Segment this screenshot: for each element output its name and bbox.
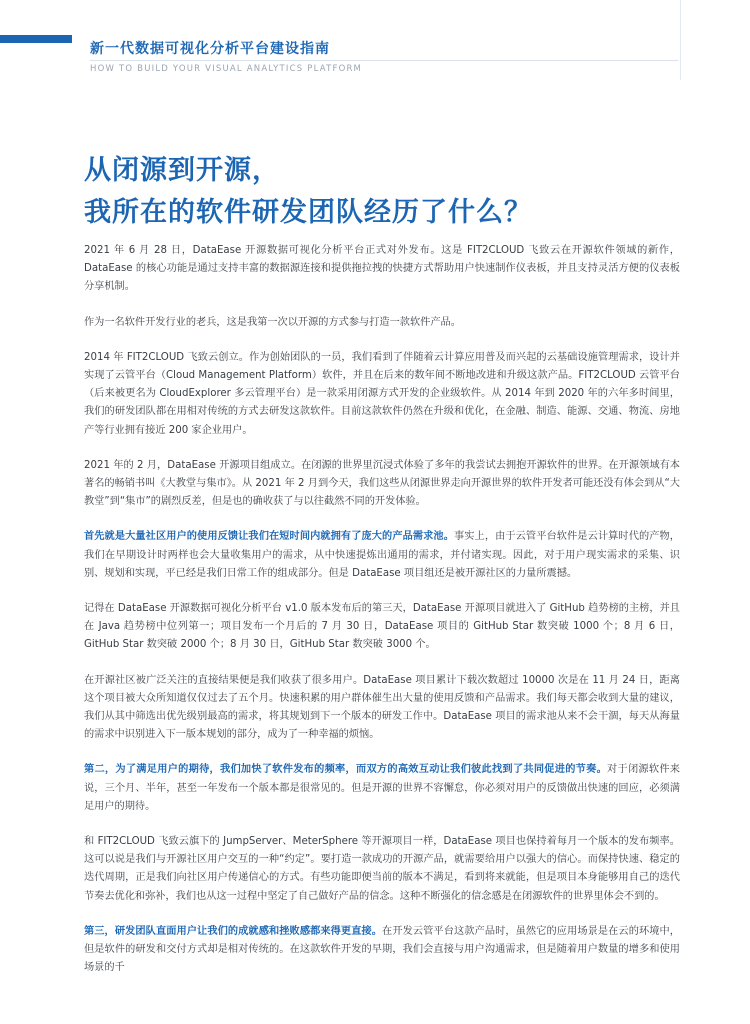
paragraph-8-text: 对于闭源软件来说，三个月、半年，甚至一年发布一个版本都是很常见的。但是开源的世界不容懈怠，你必须对用户的反馈做出快速的回应，必须满足用户的期待。 [84, 764, 680, 812]
paragraph-1: 2021 年 6 月 28 日，DataEase 开源数据可视化分析平台正式对外发布。这是 FIT2CLOUD 飞致云在开源软件领域的新作，DataEase 的核心功能是通过支持丰富的数据源连接和提供拖拉拽的快捷方式帮助用户快速制作仪表板，并且支持灵活方便的仪表板分享机制。 [84, 245, 680, 293]
article-title [84, 150, 684, 234]
header-divider [90, 60, 678, 61]
paragraph-4: 2021 年的 2 月，DataEase 开源项目组成立。在闭源的世界里沉浸式体验了多年的我尝试去拥抱开源软件的世界。在开源领域有本著名的畅销书叫《大教堂与集市》。从 2021 年 2 月到今天，我们这些从闭源世界走向开源世界的软件开发者可能还没有体会到从“大教堂”到“集市”的剧烈反差，但是也的确收获了与以往截然不同的开发体验。 [84, 459, 680, 508]
paragraph-10-highlight: 第三，研发团队直面用户让我们的成就感和挫败感都来得更直接。 [84, 925, 383, 937]
header-corner-block [680, 0, 750, 80]
article-body [84, 242, 680, 995]
paragraph-5-highlight: 首先就是大量社区用户的使用反馈让我们在短时间内就拥有了庞大的产品需求池。 [84, 531, 454, 543]
paragraph-5 [84, 528, 680, 583]
page-header [0, 0, 750, 80]
paragraph-6: 记得在 DataEase 开源数据可视化分析平台 v1.0 版本发布后的第三天，DataEase 开源项目就进入了 GitHub 趋势榜的主榜，并且在 Java 趋势榜中位列第一；项目发布一个月后的 7 月 30 日，DataEase 项目的 GitHub Star 数突破 1000 个；8 月 6 日，GitHub Star 数突破 2000 个；8 月 30 日，GitHub Star 数突破 3000 个。 [84, 603, 680, 651]
paragraph-10-text: 在开发云管平台这款产品时，虽然它的应用场景是在云的环境中，但是软件的研发和交付方式却是相对传统的。在这款软件开发的早期，我们会直接与用户沟通需求，但是随着用户数量的增多和使用场景的千 [84, 925, 680, 974]
paragraph-10 [84, 923, 680, 978]
paragraph-3: 2014 年 FIT2CLOUD 飞致云创立。作为创始团队的一员，我们看到了伴随着云计算应用普及而兴起的云基础设施管理需求，设计并实现了云管平台（Cloud Management Platform）软件，并且在后来的数年间不断地改进和升级这款产品。FIT2CLOUD 云管平台（后来被更名为 CloudExplorer 多云管理平台）是一款采用闭源方式开发的企业级软件。从 2014 年到 2020 年的六年多时间里，我们的研发团队都在用相对传统的方式去研发这款软件。目前这款软件仍然在升级和优化，在金融、制造、能源、交通、物流、房地产等行业拥有接近 200 家企业用户。 [84, 351, 680, 436]
paragraph-9: 和 FIT2CLOUD 飞致云旗下的 JumpServer、MeterSphere 等开源项目一样，DataEase 项目也保持着每月一个版本的发布频率。这可以说是我们与开源社区用户交互的一种“约定”。要打造一款成功的开源产品，就需要给用户以强大的信心。而保持快速、稳定的迭代周期，正是我们向社区用户传递信心的方式。有些功能即便当前的版本不满足，看到将来就能，但是项目本身能够用自己的迭代节奏去优化和弥补，我们也从这一过程中坚定了自己做好产品的信念。这种不断强化的信念感是在闭源软件的世界里体会不到的。 [84, 836, 680, 902]
paragraph-7: 在开源社区被广泛关注的直接结果便是我们收获了很多用户。DataEase 项目累计下载次数超过 10000 次是在 11 月 24 日，距离这个项目被大众所知道仅仅过去了五个月。快速积累的用户群体催生出大量的使用反馈和产品需求。我们每天都会收到大量的建议，我们从其中筛选出优先级别最高的需求，将其规划到下一个版本的研发工作中。DataEase 项目的需求池从来不会干涸，每天从海量的需求中识别进入下一版本规划的部分，成为了一种幸福的烦恼。 [84, 674, 680, 741]
header-subtitle: HOW TO BUILD YOUR VISUAL ANALYTICS PLATFORM [90, 64, 363, 74]
header-accent-bar [0, 35, 72, 43]
paragraph-2: 作为一名软件开发行业的老兵，这是我第一次以开源的方式参与打造一款软件产品。 [84, 316, 461, 328]
paragraph-5-text: 事实上，由于云管平台软件是云计算时代的产物，我们在早期设计时两样也会大量收集用户的需求，从中快速提炼出通用的需求，并付诸实现。因此，对于用户现实需求的采集、识别、规划和实现，平已经是我们日常工作的组成部分。但是 DataEase 项目组还是被开源社区的力量所震撼。 [84, 531, 680, 579]
article-title-line-2: 我所在的软件研发团队经历了什么？ [84, 197, 532, 228]
paragraph-8-highlight: 第二，为了满足用户的期待，我们加快了软件发布的频率，而双方的高效互动让我们彼此找到了共同促进的节奏。 [84, 764, 608, 776]
header-title: 新一代数据可视化分析平台建设指南 [90, 41, 330, 57]
article-title-line-1: 从闭源到开源， [84, 155, 280, 186]
paragraph-8 [84, 761, 680, 816]
